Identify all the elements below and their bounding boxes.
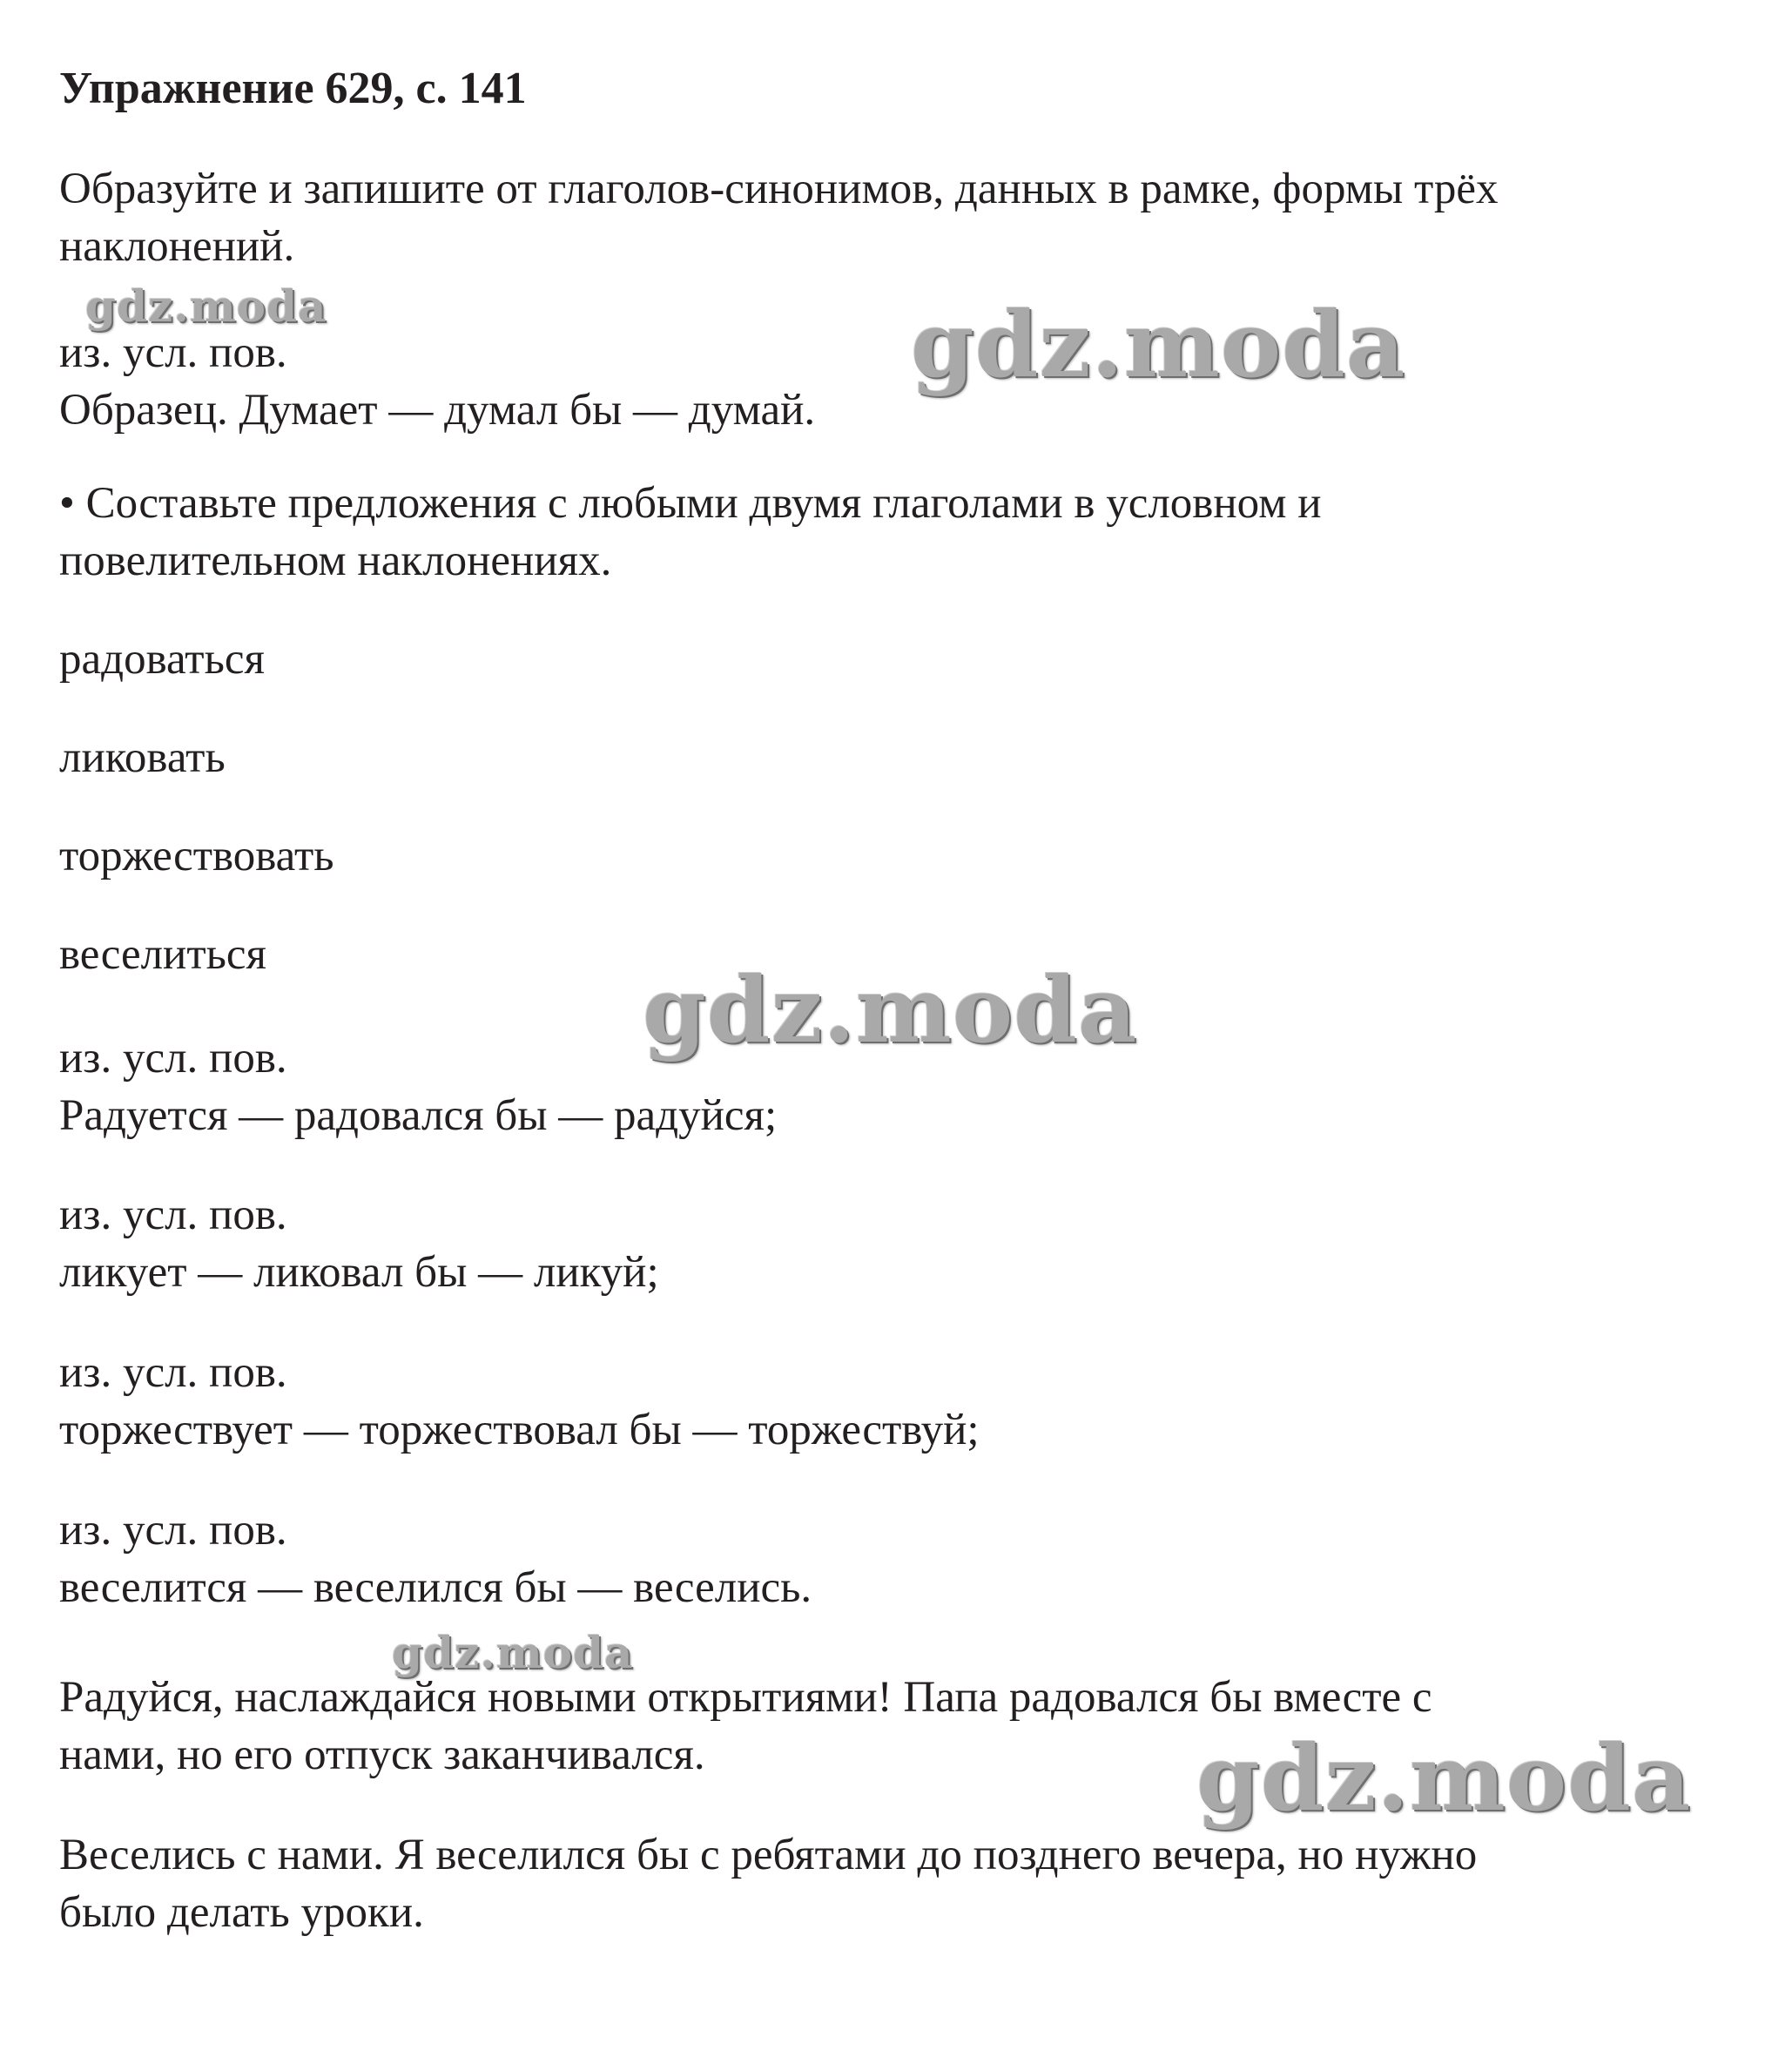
sentence-line: было делать уроки.: [59, 1888, 424, 1937]
verb-item: веселиться: [59, 930, 266, 979]
task-line-1: Образуйте и запишите от глаголов-синонимов, данных в рамке, формы трёх: [59, 165, 1499, 213]
answer-block: [59, 1501, 812, 1616]
sentence-line: Радуйся, наслаждайся новыми открытиями! Папа радовался бы вместе с: [59, 1673, 1432, 1722]
sample-block: [59, 324, 815, 439]
bullet-task-line-1: • Составьте предложения с любыми двумя глаголами в условном и: [59, 479, 1322, 528]
watermark: gdz.moda: [85, 280, 327, 332]
watermark: gdz.moda: [1196, 1724, 1692, 1832]
exercise-title: Упражнение 629, с. 141: [59, 64, 527, 113]
sample-text: Образец. Думает — думал бы — думай.: [59, 386, 816, 435]
verb-item: радоваться: [59, 635, 265, 684]
answer-header: из. усл. пов.: [59, 1034, 287, 1083]
answer-block: [59, 1344, 980, 1459]
watermark: gdz.moda: [392, 1627, 634, 1678]
answer-header: из. усл. пов.: [59, 1191, 287, 1239]
watermark: gdz.moda: [643, 956, 1138, 1063]
sentence-line: Веселись с нами. Я веселился бы с ребятами до позднего вечера, но нужно: [59, 1831, 1478, 1879]
task-line-2: наклонений.: [59, 222, 295, 271]
task-instructions: [59, 160, 1499, 275]
answer-text: ликует — ликовал бы — ликуй;: [59, 1248, 659, 1297]
example-sentences: [59, 1669, 1432, 1784]
answer-text: торжествует — торжествовал бы — торжествуй;: [59, 1406, 980, 1454]
answer-block: [59, 1186, 659, 1301]
answer-header: из. усл. пов.: [59, 1348, 287, 1397]
answer-block: [59, 1029, 777, 1144]
bullet-task-line-2: повелительном наклонениях.: [59, 536, 612, 585]
watermark: gdz.moda: [911, 291, 1406, 398]
verb-item: торжествовать: [59, 832, 334, 880]
sentence-line: нами, но его отпуск заканчивался.: [59, 1730, 705, 1779]
example-sentences: [59, 1826, 1477, 1941]
sample-header: из. усл. пов.: [59, 328, 287, 377]
answer-text: веселится — веселился бы — веселись.: [59, 1563, 812, 1612]
verb-item: ликовать: [59, 733, 226, 782]
bullet-task: [59, 475, 1322, 590]
answer-header: из. усл. пов.: [59, 1506, 287, 1555]
answer-text: Радуется — радовался бы — радуйся;: [59, 1091, 778, 1140]
